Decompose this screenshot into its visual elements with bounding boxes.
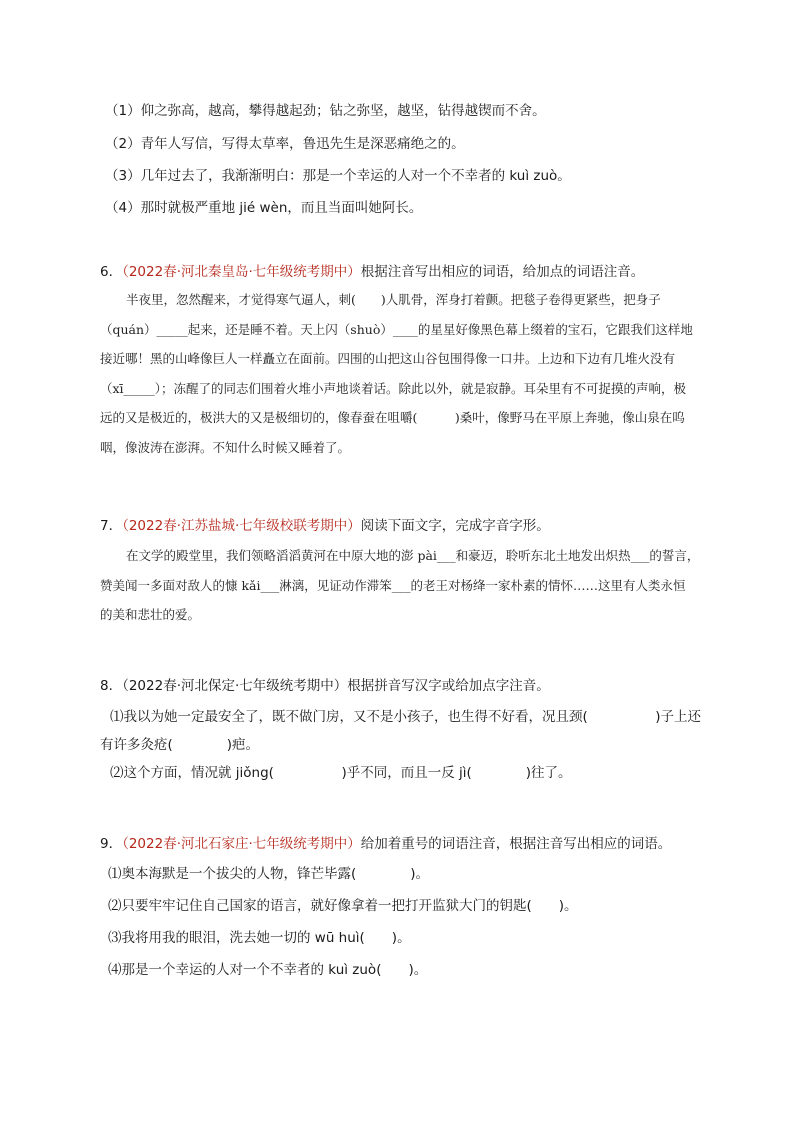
q7-passage-line: 赞美闻一多面对敌人的慷 kǎi___淋漓，见证动作滞笨___的老王对杨绛一家朴素的情怀……这里有人类永恒 bbox=[100, 577, 686, 593]
q6-passage-line: （quán）_____起来，还是睡不着。天上闪（shuò）____的星星好像黑色幕上缀着的宝石，它跟我们这样地 bbox=[100, 321, 693, 337]
q6-passage-line: 接近哪！黑的山峰像巨人一样矗立在面前。四围的山把这山谷包围得像一口井。上边和下边有几堆火没有 bbox=[100, 351, 676, 366]
q6-passage bbox=[100, 285, 726, 462]
q8-body bbox=[100, 703, 730, 787]
q7-passage-line: 的美和悲壮的爱。 bbox=[100, 607, 201, 622]
q7-number: 7． bbox=[100, 518, 123, 534]
q6-heading bbox=[100, 262, 644, 282]
q6-source: （2022春·河北秦皇岛·七年级统考期中） bbox=[122, 264, 361, 280]
q9-item-3: ⑶我将用我的眼泪，洗去她一切的 wū huì( )。 bbox=[108, 930, 411, 946]
q8-instruction: 根据拼音写汉字或给加点字注音。 bbox=[347, 678, 550, 694]
q9-heading bbox=[100, 834, 671, 854]
q6-passage-line: 咽，像波涛在澎湃。不知什么时候又睡着了。 bbox=[100, 439, 351, 455]
q8-line: ⑵这个方面，情况就 jiǒng( )乎不同，而且一反 jì( )往了。 bbox=[110, 765, 572, 781]
q9-item-2: ⑵只要牢牢记住自己国家的语言，就好像拿着一把打开监狱大门的钥匙( )。 bbox=[108, 898, 578, 914]
q9-item-1: ⑴奥本海默是一个拔尖的人物，锋芒毕露( )。 bbox=[108, 866, 430, 882]
q7-instruction: 阅读下面文字，完成字音字形。 bbox=[360, 518, 550, 534]
q5-item-4: （4）那时就极严重地 jié wèn，而且当面叫她阿长。 bbox=[105, 200, 423, 216]
q9-instruction: 给加着重号的词语注音，根据注音写出相应的词语。 bbox=[360, 836, 672, 852]
q8-line: 有许多灸疮( )疤。 bbox=[100, 737, 260, 753]
q6-number: 6． bbox=[100, 264, 123, 280]
q5-item-3: （3）几年过去了，我渐渐明白：那是一个幸运的人对一个不幸者的 kuì zuò。 bbox=[105, 168, 571, 184]
q9-source: （2022春·河北石家庄·七年级统考期中） bbox=[122, 836, 361, 852]
q9-number: 9． bbox=[100, 836, 123, 852]
q9-item-4: ⑷那是一个幸运的人对一个不幸者的 kuì zuò( )。 bbox=[108, 962, 428, 978]
q7-source: （2022春·江苏盐城·七年级校联考期中） bbox=[122, 518, 361, 534]
q6-instruction: 根据注音写出相应的词语，给加点的词语注音。 bbox=[360, 264, 645, 280]
q8-source: （2022春·河北保定·七年级统考期中） bbox=[122, 678, 348, 694]
q7-heading bbox=[100, 516, 550, 536]
q5-item-2: （2）青年人写信，写得太草率，鲁迅先生是深恶痛绝之的。 bbox=[105, 136, 465, 152]
q7-passage bbox=[100, 541, 726, 630]
q5-item-1: （1）仰之弥高，越高，攀得越起劲；钻之弥坚，越坚，钻得越锲而不舍。 bbox=[105, 103, 546, 119]
q8-number: 8． bbox=[100, 678, 123, 694]
q8-heading bbox=[100, 676, 550, 696]
q8-line: ⑴我以为她一定最安全了，既不做门房，又不是小孩子，也生得不好看，况且颈( )子上还 bbox=[110, 709, 702, 725]
q6-passage-line: 半夜里，忽然醒来，才觉得寒气逼人，刺( )人肌骨，浑身打着颤。把毯子卷得更紧些，把身子 bbox=[126, 292, 661, 307]
q7-passage-line: 在文学的殿堂里，我们领略滔滔黄河在中原大地的澎 pài___和豪迈，聆听东北土地发出炽热___的誓言， bbox=[126, 548, 700, 563]
q6-passage-line: （xī_____）；冻醒了的同志们围着火堆小声地谈着话。除此以外，就是寂静。耳朵里有不可捉摸的声响，极 bbox=[100, 380, 687, 396]
q6-passage-line: 远的又是极近的，极洪大的又是极细切的，像春蚕在咀嚼( )桑叶，像野马在平原上奔驰，像山泉在呜 bbox=[100, 410, 685, 425]
